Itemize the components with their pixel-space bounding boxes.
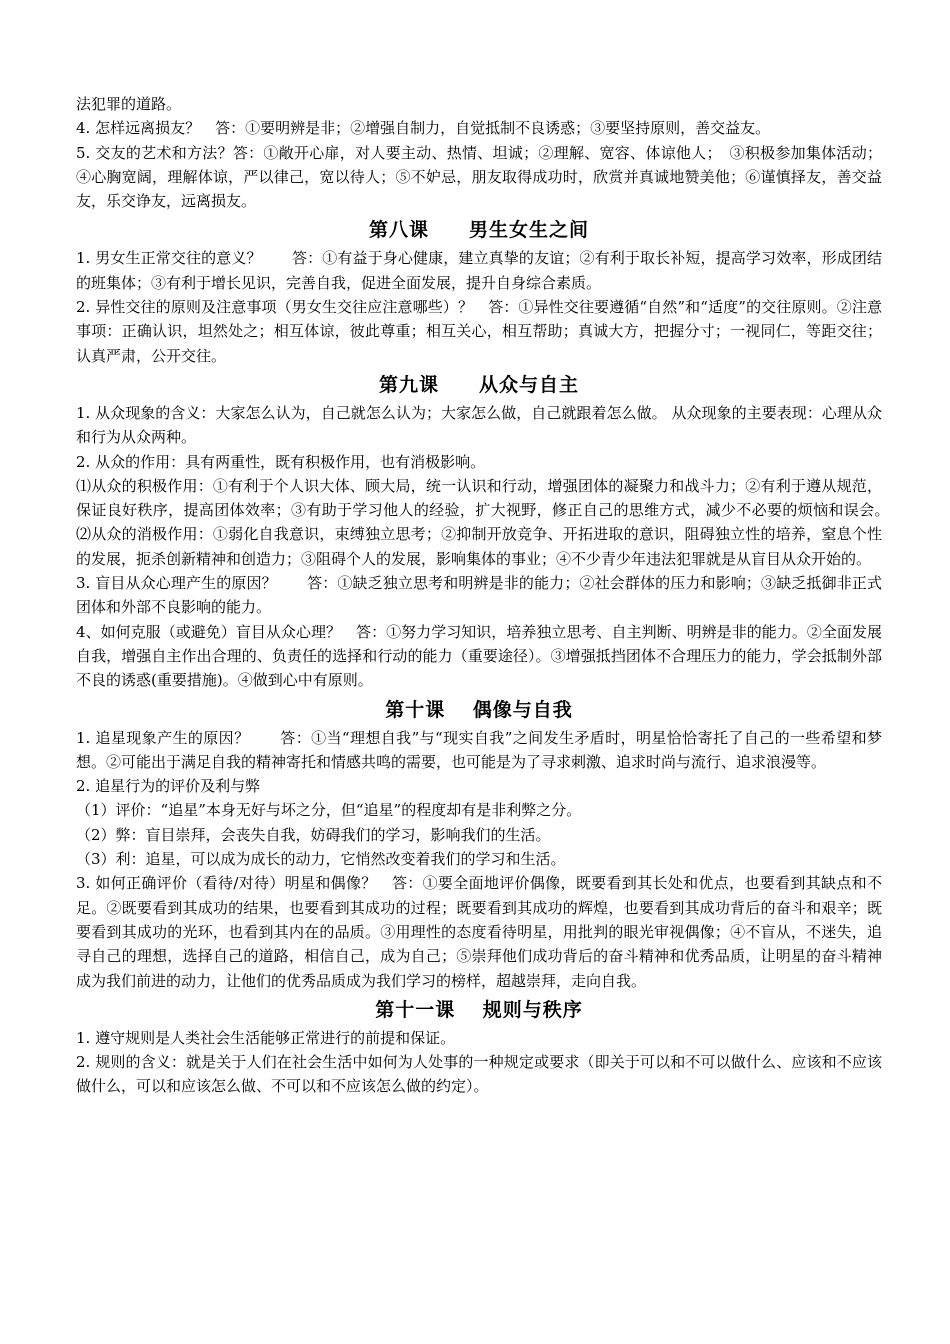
paragraph: （1）评价：“追星”本身无好与坏之分，但“追星”的程度却有是非利弊之分。 <box>76 801 582 820</box>
paragraph: （2）弊：盲目崇拜，会丧失自我，妨碍我们的学习，影响我们的生活。 <box>76 825 551 844</box>
paragraph: 1. 遵守规则是人类社会生活能够正常进行的前提和保证。 <box>76 1028 456 1047</box>
paragraph: 1. 从众现象的含义：大家怎么认为，自己就怎么认为；大家怎么做，自己就跟着怎么做。 从众现象的主要表现：心理从众和行为从众两种。 <box>76 403 882 447</box>
paragraph: 3. 如何正确评价（看待/对待）明星和偶像？ 答：①要全面地评价偶像，既要看到其长处和优点，也要看到其缺点和不足。②既要看到其成功的结果，也要看到其成功的过程；既要看到其成功的辉煌，也要看到其成功背后的奋斗和艰辛；既要看到其成功的光环，也看到其内在的品质。③用理性的态度看待明星，用批判的眼光审视偶像；④不盲从，不迷失，追寻自己的理想，选择自己的道路，相信自己，成为自己；⑤崇拜他们成功背后的奋斗精神和优秀品质，让明星的奋斗精神成为我们前进的动力，让他们的优秀品质成为我们学习的榜样，超越崇拜，走向自我。 <box>76 874 882 990</box>
paragraph: ⑴从众的积极作用：①有利于个人识大体、顾大局，统一认识和行动，增强团体的凝聚力和战斗力；②有利于遵从规范，保证良好秩序，提高团体效率；③有助于学习他人的经验，扩大视野，修正自己的思维方式，减少不必要的烦恼和误会。 ⑵从众的消极作用：①弱化自我意识，束缚独立思考；②抑制开放竞争、开拓进取的意识，阻碍独立性的培养，窒息个性的发展，扼杀创新精神和创造力；③阻碍个人的发展，影响集体的事业；④不少青少年违法犯罪就是从盲目从众开始的。 <box>76 476 898 568</box>
paragraph: 2. 追星行为的评价及利与弊 <box>76 777 261 796</box>
paragraph: 2. 异性交往的原则及注意事项（男女生交往应注意哪些）？ 答：①异性交往要遵循“自然”和“适度”的交往原则。②注意事项：正确认识，坦然处之；相互体谅，彼此尊重；相互关心，相互帮助；真诚大方，把握分寸；一视同仁，等距交往；认真严肃，公开交往。 <box>76 298 882 365</box>
paragraph: 1. 男女生正常交往的意义？ 答：①有益于身心健康，建立真挚的友谊；②有利于取长补短，提高学习效率，形成团结的班集体；③有利于增长见识，完善自我，促进全面发展，提升自身综合素质。 <box>76 249 882 292</box>
document-page <box>76 92 898 1099</box>
paragraph: 4. 怎样远离损友？ 答：①要明辨是非；②增强自制力，自觉抵制不良诱惑；③要坚持原则，善交益友。 <box>76 119 771 138</box>
paragraph: 2. 从众的作用：具有两重性，既有积极作用，也有消极影响。 <box>76 452 486 471</box>
paragraph: 4、如何克服（或避免）盲目从众心理？ 答：①努力学习知识，培养独立思考、自主判断、明辨是非的能力。②全面发展自我，增强自主作出合理的、负责任的选择和行动的能力（重要途径）。③增强抵挡团体不合理压力的能力，学会抵制外部不良的诱惑(重要措施)。④做到心中有原则。 <box>76 622 882 690</box>
paragraph: 1. 追星现象产生的原因？ 答：①当“理想自我”与“现实自我”之间发生矛盾时，明星恰恰寄托了自己的一些希望和梦想。②可能出于满足自我的精神寄托和情感共鸣的需要，也可能是为了寻求刺激、追求时尚与流行、追求浪漫等。 <box>76 728 882 771</box>
paragraph: 5. 交友的艺术和方法？答：①敞开心扉，对人要主动、热情、坦诚；②理解、宽容、体谅他人； ③积极参加集体活动；④心胸宽阔，理解体谅，严以律己，宽以待人；⑤不妒忌，朋友取得成功时，欣赏并真诚地赞美他；⑥谨慎择友，善交益友，乐交诤友，远离损友。 <box>76 143 882 211</box>
paragraph: 2. 规则的含义：就是关于人们在社会生活中如何为人处事的一种规定或要求（即关于可以和不可以做什么、应该和不应该做什么，可以和应该怎么做、不可以和不应该怎么做的约定）。 <box>76 1053 882 1096</box>
paragraph: 法犯罪的道路。 <box>76 95 182 113</box>
section-heading: 第十课 偶像与自我 <box>385 698 573 721</box>
paragraph: 3. 盲目从众心理产生的原因？ 答：①缺乏独立思考和明辨是非的能力；②社会群体的压力和影响；③缺乏抵御非正式团体和外部不良影响的能力。 <box>76 574 882 617</box>
section-heading: 第九课 从众与自主 <box>378 373 579 396</box>
paragraph: （3）利：追星，可以成为成长的动力，它悄然改变着我们的学习和生活。 <box>76 850 566 869</box>
section-heading: 第八课 男生女生之间 <box>368 219 589 242</box>
section-heading: 第十一课 规则与秩序 <box>375 998 583 1021</box>
